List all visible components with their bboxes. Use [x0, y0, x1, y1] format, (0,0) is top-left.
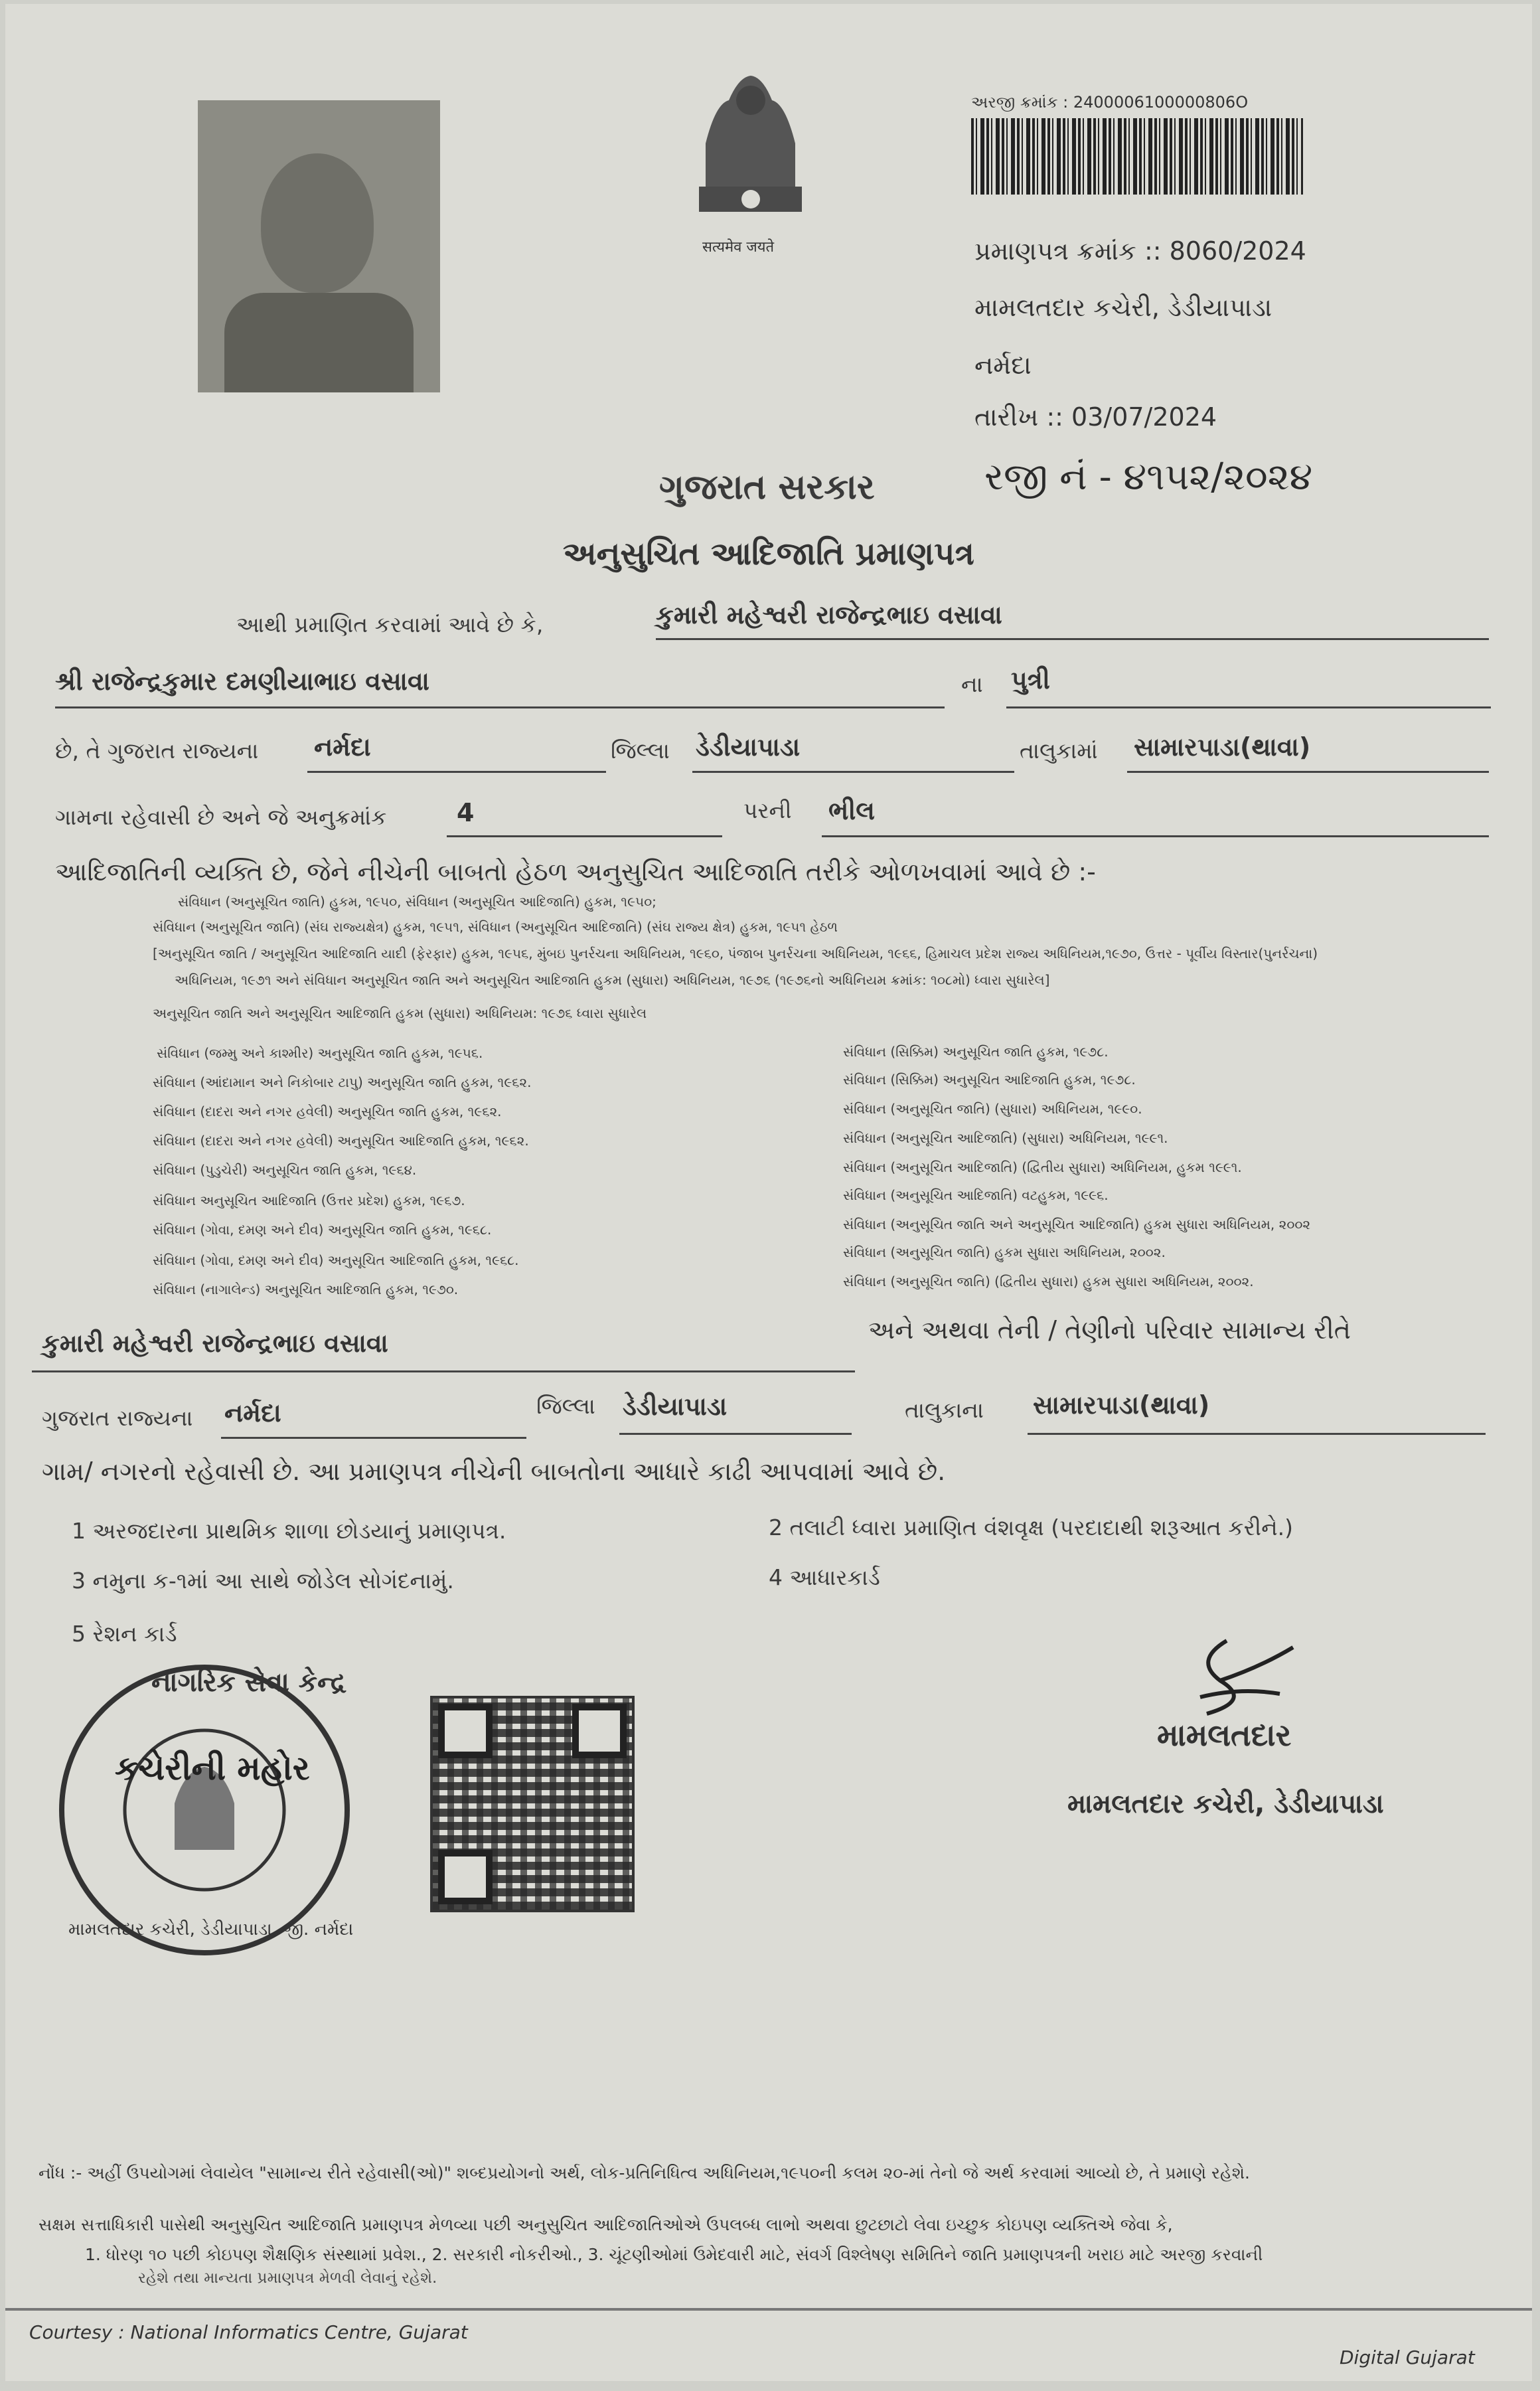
- order-right-1: સંવિધાન (સિક્કિમ) અનુસૂચિત જાતિ હુકમ, ૧૯૭૮.: [843, 1044, 1109, 1060]
- seal-top-text: નાગરિક સેવા કેન્દ્ર: [151, 1667, 346, 1698]
- signatory-office: મામલતદાર કચેરી, ડેડીયાપાડા: [1067, 1789, 1384, 1819]
- order-right-3: સંવિધાન (અનુસૂચિત જાતિ) (સુધારા) અધિનિયમ, ૧૯૯૦.: [843, 1101, 1142, 1117]
- family-text: અને અથવા તેની / તેણીનો પરિવાર સામાન્ય રીતે: [868, 1315, 1351, 1345]
- holder-name-repeat: કુમારી મહેશ્વરી રાજેન્દ્રભાઇ વસાવા: [42, 1329, 388, 1358]
- certificate-page: [5, 4, 1532, 2381]
- district-label-2: જિલ્લા: [536, 1393, 595, 1419]
- holder-name-underline: [656, 638, 1489, 640]
- state-text: છે, તે ગુજરાત રાજ્યના: [55, 738, 259, 764]
- order-left-8: સંવિધાન (ગોવા, દમણ અને દીવ) અનુસૂચિત આદિજાતિ હુકમ, ૧૯૬૮.: [153, 1252, 519, 1268]
- qr-finder-top-left: [438, 1704, 493, 1758]
- order-right-7: સંવિધાન (અનુસૂચિત જાતિ અને અનુસૂચિત આદિજાતિ) હુકમ સુધારા અધિનિયમ, ૨૦૦૨: [843, 1216, 1311, 1232]
- document-3: 3 નમુના ક-૧માં આ સાથે જોડેલ સોગંદનામું.: [72, 1568, 454, 1594]
- state-text-2: ગુજરાત રાજ્યના: [42, 1405, 193, 1431]
- signatory-title: મામલતદાર: [1157, 1717, 1292, 1753]
- application-number: અરજી ક્રમાંક : 2400006100000806O: [971, 93, 1249, 112]
- taluka-value: ડેડીયાપાડા: [696, 732, 801, 762]
- serial-number: 4: [457, 798, 475, 827]
- district-value: નર્મદા: [314, 732, 371, 762]
- father-name-underline: [55, 706, 945, 708]
- order-right-8: સંવિધાન (અનુસૂચિત જાતિ) હુકમ સુધારા અધિનિયમ, ૨૦૦૨.: [843, 1244, 1166, 1260]
- district-underline-2: [221, 1437, 526, 1439]
- photo-face: [261, 153, 374, 293]
- on-text: પરની: [743, 797, 792, 823]
- serial-underline: [447, 835, 722, 837]
- benefit-tail: રહેશે તથા માન્યતા પ્રમાણપત્ર મેળવી લેવાનું રહેશે.: [138, 2269, 437, 2287]
- order-left-9: સંવિધાન (નાગાલેન્ડ) અનુસૂચિત આદિજાતિ હુકમ, ૧૯૭૦.: [153, 1281, 459, 1297]
- order-right-4: સંવિધાન (અનુસૂચિત આદિજાતિ) (સુધારા) અધિનિયમ, ૧૯૯૧.: [843, 1130, 1168, 1146]
- seal-middle-text: કચેરીની મહોર: [115, 1749, 310, 1787]
- certificate-number: :: 8060/2024: [1144, 236, 1306, 266]
- photo-body: [224, 293, 414, 392]
- order-right-9: સંવિધાન (અનુસૂચિત જાતિ) (દ્વિતીય સુધારા) હુકમ સુધારા અધિનિયમ, ૨૦૦૨.: [843, 1274, 1254, 1289]
- order-line-4: અધિનિયમ, ૧૯૭૧ અને સંવિધાન અનુસૂચિત જાતિ અને અનુસૂચિત આદિજાતિ હુકમ (સુધારા) અધિનિયમ, ૧૯૭૬ (૧૯૭૬નો અધિનિયમ ક્રમાંક: ૧૦૮મો) ધ્વારા સુધારેલ]: [175, 972, 1050, 988]
- order-line-1: સંવિધાન (અનુસૂચિત જાતિ) હુકમ, ૧૯૫૦, સંવિધાન (અનુસૂચિત આદિજાતિ) હુકમ, ૧૯૫૦;: [178, 894, 656, 910]
- district-value-2: નર્મદા: [224, 1398, 281, 1428]
- tribe-name: ભીલ: [828, 796, 875, 825]
- taluka-label: તાલુકામાં: [1020, 738, 1098, 764]
- order-left-7: સંવિધાન (ગોવા, દમણ અને દીવ) અનુસૂચિત જાતિ હુકમ, ૧૯૬૮.: [153, 1222, 492, 1238]
- signature-icon: [1180, 1634, 1306, 1720]
- issue-date: 03/07/2024: [1071, 402, 1217, 432]
- issuing-district: નર્મદા: [974, 351, 1032, 380]
- village-value-2: સામારપાડા(થાવા): [1033, 1390, 1210, 1420]
- village-underline: [1127, 771, 1489, 773]
- footer-rule: [5, 2308, 1532, 2311]
- qr-finder-bottom-left: [438, 1850, 493, 1904]
- father-name: શ્રી રાજેન્દ્રકુમાર દમણીયાભાઇ વસાવા: [55, 667, 429, 696]
- document-1: 1 અરજદારના પ્રાથમિક શાળા છોડયાનું પ્રમાણપત્ર.: [72, 1518, 506, 1544]
- holder-name-repeat-underline: [32, 1370, 855, 1372]
- certificate-title: અનુસુચિત આદિજાતિ પ્રમાણપત્ર: [563, 535, 974, 572]
- barcode: [971, 118, 1303, 195]
- qr-finder-top-right: [572, 1704, 627, 1758]
- document-4: 4 આધારકાર્ડ: [769, 1564, 880, 1590]
- order-left-6: સંવિધાન અનુસૂચિત આદિજાતિ (ઉત્તર પ્રદેશ) હુકમ, ૧૯૬૭.: [153, 1193, 465, 1208]
- of-text: ના: [961, 671, 983, 697]
- district-label: જિલ્લા: [611, 738, 670, 764]
- issuing-office: મામલતદાર કચેરી, ડેડીયાપાડા: [974, 293, 1272, 322]
- order-left-4: સંવિધાન (દાદરા અને નગર હવેલી) અનુસૂચિત આદિજાતિ હુકમ, ૧૯૬૨.: [153, 1133, 529, 1149]
- tribe-underline: [822, 835, 1489, 837]
- taluka-value-2: ડેડીયાપાડા: [623, 1392, 728, 1421]
- village-underline-2: [1028, 1433, 1486, 1435]
- office-seal-icon: [52, 1657, 357, 1963]
- document-5: 5 રેશન કાર્ડ: [72, 1621, 177, 1647]
- government-name: ગુજરાત સરકાર: [659, 467, 875, 507]
- benefit-line: સક્ષમ સત્તાધિકારી પાસેથી અનુસુચિત આદિજાતિ પ્રમાણપત્ર મેળવ્યા પછી અનુસુચિત આદિજાતિઓએ ઉપલબ્ધ લાભો અથવા છુટછાટો લેવા ઇચ્છુક કોઇપણ વ્યક્તિએ જેવા કે,: [38, 2215, 1173, 2234]
- certificate-number-row: [974, 236, 1306, 266]
- order-left-2: સંવિધાન (આંદામાન અને નિકોબાર ટાપુ) અનુસૂચિત જાતિ હુકમ, ૧૯૬૨.: [153, 1074, 532, 1090]
- order-right-2: સંવિધાન (સિક્કિમ) અનુસૂચિત આદિજાતિ હુકમ, ૧૯૭૮.: [843, 1072, 1136, 1088]
- order-line-5: અનુસૂચિત જાતિ અને અનુસૂચિત આદિજાતિ હુકમ (સુધારા) અધિનિયમ: ૧૯૭૬ ધ્વારા સુધારેલ: [153, 1005, 647, 1021]
- intro-text: આથી પ્રમાણિત કરવામાં આવે છે કે,: [236, 612, 544, 637]
- recognition-text: આદિજાતિની વ્યક્તિ છે, જેને નીચેની બાબતો હેઠળ અનુસુચિત આદિજાતિ તરીકે ઓળખવામાં આવે છે :-: [55, 857, 1096, 886]
- applicant-photo: [198, 100, 440, 392]
- holder-name: કુમારી મહેશ્વરી રાજેન્દ્રભાઇ વસાવા: [656, 600, 1002, 629]
- order-right-6: સંવિધાન (અનુસૂચિત આદિજાતિ) વટહુકમ, ૧૯૯૬.: [843, 1187, 1109, 1203]
- issue-date-label: તારીખ ::: [974, 402, 1063, 432]
- order-line-2: સંવિધાન (અનુસૂચિત જાતિ) (સંઘ રાજ્યક્ષેત્ર) હુકમ, ૧૯૫૧, સંવિધાન (અનુસૂચિત આદિજાતિ) (સંઘ રાજ્ય ક્ષેત્ર) હુકમ, ૧૯૫૧ હેઠળ: [153, 919, 838, 935]
- handwritten-registration-number: રજી નં - ૪૧૫૨/૨૦૨૪: [984, 455, 1313, 499]
- taluka-underline: [692, 771, 1014, 773]
- order-line-3: [અનુસૂચિત જાતિ / અનુસૂચિત આદિજાતિ યાદી (ફેરફાર) હુકમ, ૧૯૫૬, મુંબઇ પુનર્રચના અધિનિયમ, ૧૯૬૦, પંજાબ પુનર્રચના અધિનિયમ, ૧૯૬૬, હિમાચલ પ્રદેશ રાજ્ય અધિનિયમ,૧૯૭૦, ઉત્તર - પૂર્વીય વિસ્તાર(પુનર્રચના): [153, 946, 1318, 961]
- residence-note: નોંધ :- અહીં ઉપયોગમાં લેવાયેલ "સામાન્ય રીતે રહેવાસી(ઓ)" શબ્દપ્રયોગનો અર્થ, લોક-પ્રતિનિધિત્વ અધિનિયમ,૧૯૫૦ની કલમ ૨૦-માં તેનો જે અર્થ કરવામાં આવ્યો છે, તે પ્રમાણે રહેશે.: [38, 2163, 1250, 2183]
- residence-text: ગામના રહેવાસી છે અને જે અનુક્રમાંક: [55, 804, 387, 830]
- relation-underline: [1006, 706, 1491, 708]
- seal-bottom-text: મામલતદાર કચેરી, ડેડીયાપાડા, જી. નર્મદા: [68, 1920, 354, 1939]
- emblem-motto: सत्यमेव जयते: [702, 239, 775, 256]
- taluka-underline-2: [619, 1433, 852, 1435]
- taluka-label-2: તાલુકાના: [905, 1397, 984, 1423]
- footer-courtesy: Courtesy : National Informatics Centre, Gujarat: [29, 2321, 468, 2343]
- certificate-number-label: પ્રમાણપત્ર ક્રમાંક: [974, 236, 1136, 266]
- national-emblem-icon: [679, 64, 822, 236]
- order-left-5: સંવિધાન (પુડુચેરી) અનુસૂચિત જાતિ હુકમ, ૧૯૬૪.: [153, 1162, 417, 1178]
- benefit-items: 1. ધોરણ ૧૦ પછી કોઇપણ શૈક્ષણિક સંસ્થામાં પ્રવેશ., 2. સરકારી નોકરીઓ., 3. ચૂંટણીઓમાં ઉમેદવારી માટે, સંવર્ગ વિશ્લેષણ સમિતિને જાતિ પ્રમાણપત્રની ખરાઇ માટે અરજી કરવાની: [85, 2245, 1263, 2264]
- basis-text: ગામ/ નગરનો રહેવાસી છે. આ પ્રમાણપત્ર નીચેની બાબતોના આધારે કાઢી આપવામાં આવે છે.: [42, 1457, 946, 1486]
- issue-date-row: [974, 402, 1217, 432]
- footer-brand: Digital Gujarat: [1340, 2347, 1475, 2368]
- qr-code: [430, 1696, 635, 1912]
- order-right-5: સંવિધાન (અનુસૂચિત આદિજાતિ) (દ્વિતીય સુધારા) અધિનિયમ, હુકમ ૧૯૯૧.: [843, 1159, 1242, 1175]
- district-underline: [307, 771, 606, 773]
- relation: પુત્રી: [1011, 665, 1050, 695]
- document-2: 2 તલાટી ધ્વારા પ્રમાણિત વંશવૃક્ષ (પરદાદાથી શરૂઆત કરીને.): [769, 1515, 1294, 1540]
- village-value: સામારપાડા(થાવા): [1134, 732, 1311, 762]
- order-left-1: સંવિધાન (જમ્મુ અને કાશ્મીર) અનુસૂચિત જાતિ હુકમ, ૧૯૫૬.: [157, 1045, 483, 1061]
- order-left-3: સંવિધાન (દાદરા અને નગર હવેલી) અનુસૂચિત જાતિ હુકમ, ૧૯૬૨.: [153, 1104, 502, 1119]
